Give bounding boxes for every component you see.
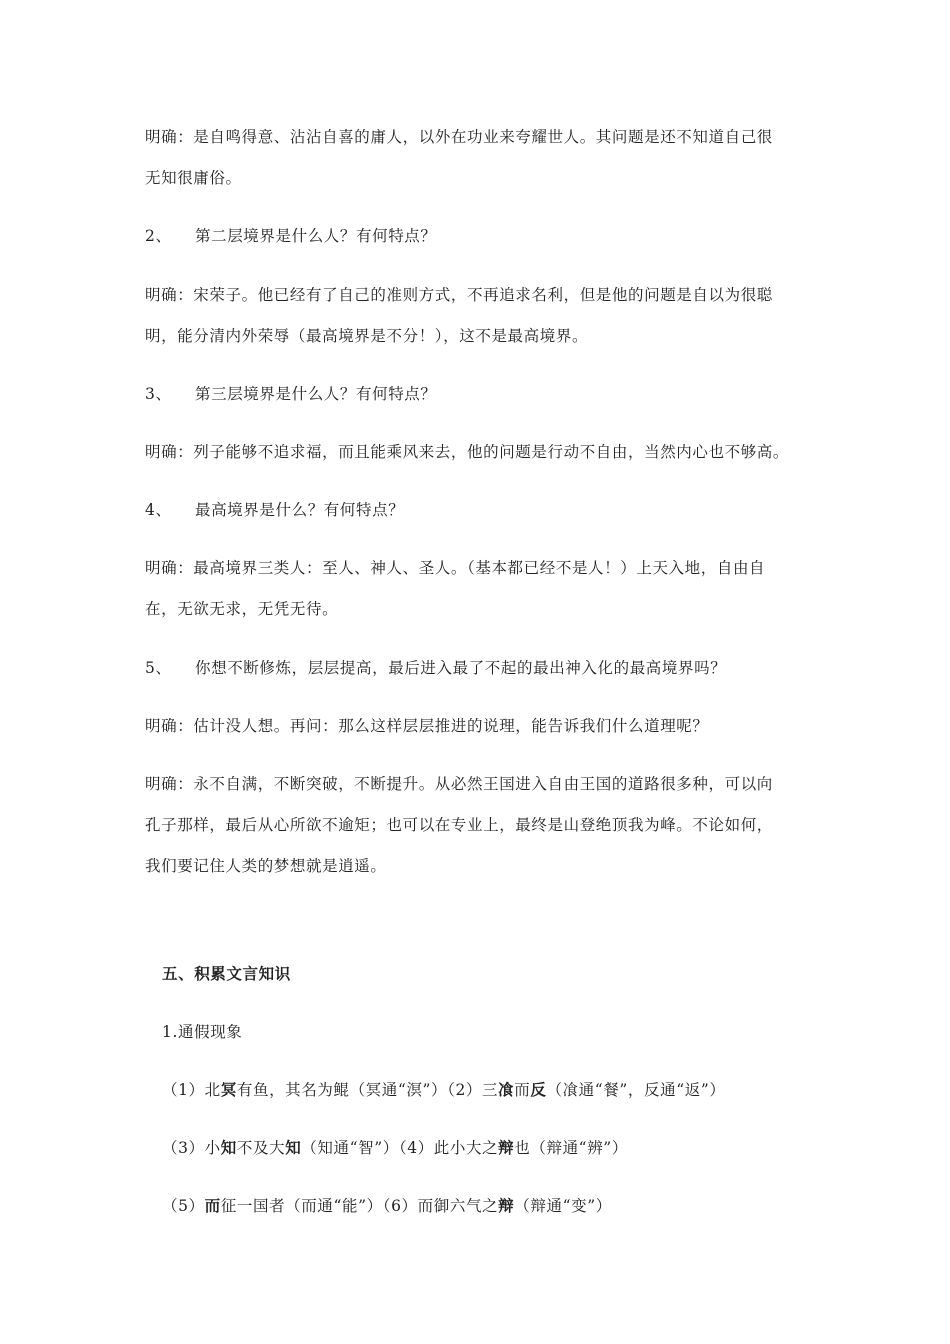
question-3-text: 第三层境界是什么人？有何特点？ <box>195 385 437 403</box>
item-keyword: 辩 <box>498 1196 515 1215</box>
answer-4-line-1: 明确：最高境界三类人：至人、神人、圣人。（基本都已经不是人！）上天入地，自由自 <box>145 559 766 577</box>
answer-5-line-1: 明确：估计没人想。再问：那么这样层层推进的说理，能告诉我们什么道理呢？ <box>145 717 709 735</box>
question-2 <box>145 226 437 246</box>
item-text: （辩通“变”） <box>514 1197 612 1215</box>
answer-2-line-1: 明确：宋荣子。他已经有了自己的准则方式，不再追求名利，但是他的问题是自以为很聪 <box>145 286 773 304</box>
item-keyword: 知 <box>220 1138 237 1157</box>
item-text: （知通“智”）（4）此小大之 <box>301 1139 499 1157</box>
tongjia-items-3-4 <box>162 1136 628 1158</box>
question-3 <box>145 384 437 404</box>
question-2-text: 第二层境界是什么人？有何特点？ <box>195 227 437 245</box>
question-3-number: 3、 <box>145 385 172 403</box>
item-keyword: 冥 <box>220 1080 237 1099</box>
tongjia-items-1-2 <box>162 1078 725 1100</box>
item-text: 征一国者（而通“能”）（6）而御六气之 <box>220 1197 499 1215</box>
answer-6-line-1: 明确：永不自满，不断突破，不断提升。从必然王国进入自由王国的道路很多种，可以向 <box>145 775 773 793</box>
item-keyword: 辩 <box>498 1138 515 1157</box>
item-text: （1）北 <box>162 1081 221 1099</box>
tongjia-items-5-6 <box>162 1194 612 1216</box>
answer-1-line-2: 无知很庸俗。 <box>145 169 242 187</box>
item-text: （5） <box>162 1197 205 1215</box>
answer-6-line-3: 我们要记住人类的梦想就是逍遥。 <box>145 857 387 875</box>
question-4 <box>145 500 404 520</box>
item-text: （3）小 <box>162 1139 221 1157</box>
question-5-number: 5、 <box>145 659 172 677</box>
item-text: 也（辩通“辨”） <box>514 1139 628 1157</box>
item-keyword: 知 <box>285 1138 302 1157</box>
item-text: （飡通“餐”，反通“返”） <box>546 1081 726 1099</box>
item-keyword: 而 <box>204 1196 221 1215</box>
item-text: 不及大 <box>236 1139 286 1157</box>
question-4-text: 最高境界是什么？有何特点？ <box>195 501 405 519</box>
answer-1-line-1: 明确：是自鸣得意、沾沾自喜的庸人，以外在功业来夸耀世人。其问题是还不知道自己很 <box>145 128 773 146</box>
question-4-number: 4、 <box>145 501 172 519</box>
question-2-number: 2、 <box>145 227 172 245</box>
answer-2-line-2: 明，能分清内外荣辱（最高境界是不分！），这不是最高境界。 <box>145 327 589 345</box>
item-text: 有鱼，其名为鲲（冥通“溟”）（2）三 <box>236 1081 499 1099</box>
item-text: 而 <box>514 1081 531 1099</box>
answer-4-line-2: 在，无欲无求，无凭无待。 <box>145 600 339 618</box>
answer-3-line-1: 明确：列子能够不追求福，而且能乘风来去，他的问题是行动不自由，当然内心也不够高。 <box>145 443 790 461</box>
item-keyword: 飡 <box>498 1080 515 1099</box>
question-5 <box>145 658 726 678</box>
item-keyword: 反 <box>530 1080 547 1099</box>
answer-6-line-2: 孔子那样，最后从心所欲不逾矩；也可以在专业上，最终是山登绝顶我为峰。不论如何， <box>145 816 773 834</box>
question-5-text: 你想不断修炼，层层提高，最后进入最了不起的最出神入化的最高境界吗？ <box>195 659 727 677</box>
section-heading: 五、积累文言知识 <box>162 964 291 983</box>
section-subheading: 1.通假现象 <box>162 1023 243 1041</box>
